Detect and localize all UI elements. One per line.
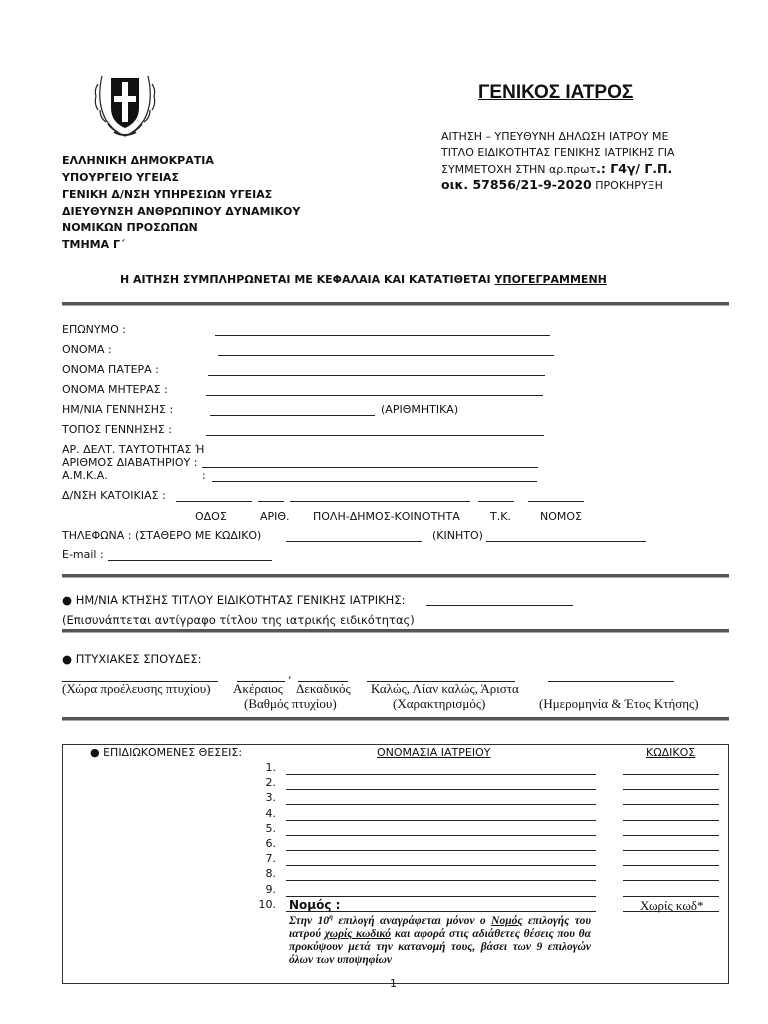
address-number-field[interactable] — [258, 501, 284, 502]
amka-label: Α.Μ.Κ.Α. — [62, 469, 108, 482]
address-prefecture-field[interactable] — [528, 501, 584, 502]
code-field[interactable] — [623, 896, 719, 897]
street-caption: ΟΔΟΣ — [195, 510, 227, 523]
document-title: ΓΕΝΙΚΟΣ ΙΑΤΡΟΣ — [478, 82, 634, 103]
acquisition-date-field[interactable] — [548, 681, 674, 682]
section-divider — [62, 629, 729, 633]
position-number: 8. — [265, 867, 276, 881]
address-street-field[interactable] — [176, 501, 252, 502]
position-number: 7. — [265, 852, 276, 866]
code-field[interactable] — [623, 774, 719, 775]
greek-coat-of-arms-icon — [92, 64, 158, 140]
org-line-3: ΓΕΝΙΚΗ Δ/ΝΣΗ ΥΠΗΡΕΣΙΩΝ ΥΓΕΙΑΣ — [62, 188, 273, 201]
country-caption: (Χώρα προέλευσης πτυχίου) — [62, 681, 211, 696]
address-label: Δ/ΝΣΗ ΚΑΤΟΙΚΙΑΣ : — [62, 489, 166, 502]
section-divider — [62, 574, 729, 578]
clinic-name-field[interactable] — [286, 865, 596, 866]
address-city-field[interactable] — [290, 501, 470, 502]
code-field[interactable] — [623, 850, 719, 851]
note-part-b: επιλογή αναγράφεται μόνον ο — [332, 914, 492, 927]
section-divider — [62, 302, 729, 306]
no-code-field[interactable] — [623, 911, 719, 912]
position-number: 4. — [265, 806, 276, 820]
clinic-name-field[interactable] — [286, 789, 596, 790]
specialty-note: (Επισυνάπτεται αντίγραφο τίτλου της ιατρικής ειδικότητας) — [62, 613, 415, 627]
section-divider — [62, 717, 729, 721]
address-zip-field[interactable] — [478, 501, 514, 502]
landline-field[interactable] — [286, 541, 422, 542]
clinic-name-field[interactable] — [286, 804, 596, 805]
surname-field[interactable] — [215, 335, 550, 336]
prefecture-caption: ΝΟΜΟΣ — [540, 510, 582, 523]
father-name-field[interactable] — [208, 375, 545, 376]
specialty-date-label: ● ΗΜ/ΝΙΑ ΚΤΗΣΗΣ ΤΙΤΛΟΥ ΕΙΔΙΚΟΤΗΤΑΣ ΓΕΝΙΚΗΣ ΙΑΤΡΙΚΗΣ: — [62, 593, 406, 607]
code-field[interactable] — [623, 820, 719, 821]
positions-label: ● ΕΠΙΔΙΩΚΟΜΕΝΕΣ ΘΕΣΕΙΣ: — [90, 746, 243, 759]
org-line-2: ΥΠΟΥΡΓΕΙΟ ΥΓΕΙΑΣ — [62, 171, 179, 184]
father-name-label: ΟΝΟΜΑ ΠΑΤΕΡΑ : — [62, 363, 159, 376]
note-part-f: και αφορά στις αδιάθετες θέσεις που θα προκύψουν μετά την κατανομή τους, βάσει των 9 επιλογών όλων των υποψηφίων — [289, 927, 592, 966]
city-caption: ΠΟΛΗ-ΔΗΜΟΣ-ΚΟΙΝΟΤΗΤΑ — [313, 510, 460, 523]
protocol-ref: οικ. 57856/21-9-2020 — [441, 177, 592, 192]
fill-instruction — [120, 273, 607, 286]
id-card-label-1: ΑΡ. ΔΕΛΤ. ΤΑΥΤΟΤΗΤΑΣ Ή — [62, 443, 205, 456]
org-line-1: ΕΛΛΗΝΙΚΗ ΔΗΜΟΚΡΑΤΙΑ — [62, 154, 214, 167]
code-field[interactable] — [623, 789, 719, 790]
note-part-c: Νομός — [491, 914, 523, 927]
number-caption: ΑΡΙΘ. — [260, 510, 290, 523]
no-code-label: Χωρίς κωδ* — [640, 898, 704, 913]
email-label: E-mail : — [62, 548, 104, 561]
birthplace-label: ΤΟΠΟΣ ΓΕΝΝΗΣΗΣ : — [62, 423, 172, 436]
mobile-field[interactable] — [486, 541, 646, 542]
grade-caption: (Βαθμός πτυχίου) — [244, 696, 337, 711]
integer-caption: Ακέραιος — [233, 681, 283, 696]
name-label: ΟΝΟΜΑ : — [62, 343, 112, 356]
decimal-caption: Δεκαδικός — [296, 681, 351, 696]
rating-caption: Καλώς, Λίαν καλώς, Άριστα — [371, 681, 519, 696]
application-line-4 — [441, 177, 663, 192]
mother-name-label: ΟΝΟΜΑ ΜΗΤΕΡΑΣ : — [62, 383, 168, 396]
position-number: 2. — [265, 776, 276, 790]
announcement-label: ΠΡΟΚΗΡΥΞΗ — [591, 179, 663, 192]
position-number: 9. — [265, 882, 276, 896]
amka-field[interactable] — [212, 481, 537, 482]
email-field[interactable] — [108, 560, 272, 561]
id-card-field[interactable] — [202, 467, 538, 468]
birthdate-label: ΗΜ/ΝΙΑ ΓΕΝΝΗΣΗΣ : — [62, 403, 174, 416]
code-field[interactable] — [623, 880, 719, 881]
position-number: 6. — [265, 837, 276, 850]
name-field[interactable] — [218, 355, 554, 356]
org-line-4: ΔΙΕΥΘΥΝΣΗ ΑΝΘΡΩΠΙΝΟΥ ΔΥΝΑΜΙΚΟΥ — [62, 205, 301, 218]
note-part-e: χωρίς κωδικό — [324, 927, 392, 940]
mother-name-field[interactable] — [206, 395, 543, 396]
note-superscript: η — [329, 913, 333, 921]
mobile-label: (ΚΙΝΗΤΟ) — [432, 529, 483, 542]
clinic-name-field[interactable] — [286, 850, 596, 851]
page-number: 1 — [390, 977, 397, 990]
protocol-number: .: Γ4γ/ Γ.Π. — [596, 161, 673, 176]
clinic-name-field[interactable] — [286, 835, 596, 836]
clinic-name-field[interactable] — [286, 820, 596, 821]
position-number: 10. — [258, 897, 276, 911]
position-number: 1. — [265, 761, 276, 774]
date-caption: (Ημερομηνία & Έτος Κτήσης) — [539, 696, 699, 711]
studies-label: ● ΠΤΥΧΙΑΚΕΣ ΣΠΟΥΔΕΣ: — [62, 652, 202, 666]
surname-label: ΕΠΩΝΥΜΟ : — [62, 323, 126, 336]
instruction-text: Η ΑΙΤΗΣΗ ΣΥΜΠΛΗΡΩΝΕΤΑΙ ΜΕ ΚΕΦΑΛΑΙΑ ΚΑΙ ΚΑΤΑΤΙΘΕΤΑΙ — [120, 273, 495, 286]
application-line-3 — [441, 161, 672, 176]
zip-caption: Τ.Κ. — [490, 510, 511, 523]
application-line-3a: ΣΥΜΜΕΤΟΧΗ ΣΤΗΝ αρ.πρωτ — [441, 163, 597, 176]
grade-comma: , — [288, 668, 292, 681]
position-number: 5. — [265, 821, 276, 835]
rating-note-caption: (Χαρακτηρισμός) — [393, 696, 486, 711]
landline-label: ΤΗΛΕΦΩΝΑ : (ΣΤΑΘΕΡΟ ΜΕ ΚΩΔΙΚΟ) — [62, 529, 262, 542]
clinic-name-field[interactable] — [286, 896, 596, 897]
instruction-underlined: ΥΠΟΓΕΓΡΑΜΜΕΝΗ — [494, 273, 607, 286]
position-number: 3. — [265, 791, 276, 805]
clinic-name-field[interactable] — [286, 774, 596, 775]
specialty-date-field[interactable] — [426, 605, 573, 606]
id-card-label-2: ΑΡΙΘΜΟΣ ΔΙΑΒΑΤΗΡΙΟΥ : — [62, 456, 198, 469]
clinic-name-field[interactable] — [286, 880, 596, 881]
note-part-d: επιλογής του ιατρού — [289, 914, 591, 940]
application-line-2: ΤΙΤΛΟ ΕΙΔΙΚΟΤΗΤΑΣ ΓΕΝΙΚΗΣ ΙΑΤΡΙΚΗΣ ΓΙΑ — [441, 146, 675, 159]
org-line-6: ΤΜΗΜΑ Γ΄ — [62, 238, 125, 251]
org-line-5: ΝΟΜΙΚΩΝ ΠΡΟΣΩΠΩΝ — [62, 221, 198, 234]
birthplace-field[interactable] — [206, 435, 544, 436]
tenth-choice-note — [289, 911, 591, 967]
prefecture-label: Νομός : — [289, 898, 341, 912]
code-field[interactable] — [623, 835, 719, 836]
note-part-a: Στην 10 — [289, 914, 330, 927]
clinic-name-header: ΟΝΟΜΑΣΙΑ ΙΑΤΡΕΙΟΥ — [377, 746, 491, 759]
birthdate-note: (ΑΡΙΘΜΗΤΙΚΑ) — [381, 403, 459, 416]
code-field[interactable] — [623, 865, 719, 866]
amka-colon: : — [202, 469, 206, 482]
code-header: ΚΩΔΙΚΟΣ — [646, 746, 696, 759]
code-field[interactable] — [623, 804, 719, 805]
birthdate-field[interactable] — [210, 415, 375, 416]
application-line-1: ΑΙΤΗΣΗ – ΥΠΕΥΘΥΝΗ ΔΗΛΩΣΗ ΙΑΤΡΟΥ ΜΕ — [441, 130, 669, 143]
